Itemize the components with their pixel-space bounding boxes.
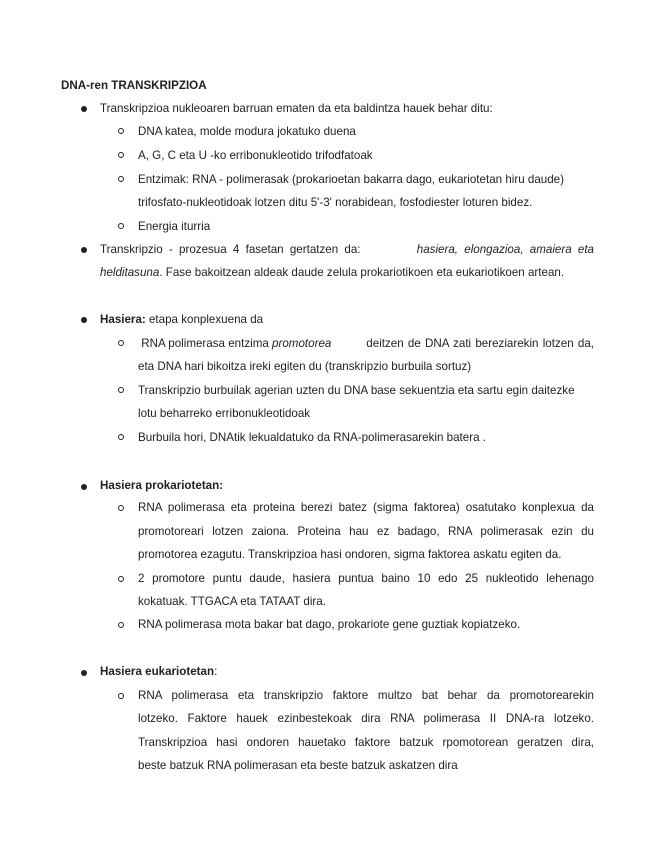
phases-names: hasiera, elongazioa, amaiera eta <box>416 243 594 256</box>
hasiera-item-text-b: deitzen de DNA zati bereziarekin lotzen da, <box>366 337 594 350</box>
bullet-icon <box>81 247 87 253</box>
hasiera-heading-rest: etapa konplexuena da <box>145 313 264 326</box>
intro-item: DNA katea, molde modura jokatuko duena <box>138 125 356 138</box>
hasiera-item-continued: lotu beharreko erribonukleotidoak <box>138 407 311 420</box>
circle-bullet-icon <box>118 223 124 229</box>
hasiera-item-line <box>138 337 594 351</box>
intro-item: Entzimak: RNA - polimerasak (prokarioetan bakarra dago, eukariotetan hiru daude) <box>138 173 564 186</box>
hasiera-item-continued: eta DNA hari bikoitza ireki egiten du (transkripzio burbuila sortuz) <box>138 360 472 373</box>
bullet-icon <box>81 106 87 112</box>
circle-bullet-icon <box>118 576 124 582</box>
hasiera-item: Burbuila hori, DNAtik lekualdatuko da RNA-polimerasarekin batera . <box>138 431 486 444</box>
prokariotetan-heading-text: Hasiera prokariotetan: <box>100 479 224 492</box>
phases-name-last: helditasuna <box>100 266 160 279</box>
phases-line-1 <box>100 243 594 257</box>
circle-bullet-icon <box>118 176 124 182</box>
hasiera-heading-line <box>100 313 263 327</box>
prokariotetan-item-continued: kokatuak. TTGACA eta TATAAT dira. <box>138 595 326 608</box>
eukariotetan-heading-line <box>100 665 217 679</box>
circle-bullet-icon <box>118 505 124 511</box>
hasiera-item: Transkripzio burbuilak agerian uzten du DNA base sekuentzia eta sartu egin daitezke <box>138 384 575 397</box>
phases-line-2 <box>100 266 564 280</box>
prokariotetan-item: RNA polimerasa eta proteina berezi batez (sigma faktorea) osatutako konplexua da <box>138 501 594 514</box>
eukariotetan-heading: Hasiera eukariotetan <box>100 665 215 678</box>
circle-bullet-icon <box>118 128 124 134</box>
eukariotetan-item-continued: lotzeko. Faktore hauek ezinbestekoak dira RNA polimerasa II DNA-ra lotzeko. <box>138 712 594 725</box>
prokariotetan-item-continued: promotorea ezagutu. Transkripzioa hasi ondoren, sigma faktorea askatu egiten da. <box>138 548 562 561</box>
prokariotetan-item-continued: promotoreari lotzen zaiona. Proteina hau ez badago, RNA polimerasak ezin du <box>138 525 594 538</box>
circle-bullet-icon <box>118 387 124 393</box>
prokariotetan-item: RNA polimerasa mota bakar bat dago, prokariote gene guztiak kopiatzeko. <box>138 618 521 631</box>
prokariotetan-item: 2 promotore puntu daude, hasiera puntua baino 10 edo 25 nukleotido lehenago <box>138 572 594 585</box>
hasiera-heading: Hasiera: <box>100 313 146 326</box>
circle-bullet-icon <box>118 340 124 346</box>
eukariotetan-item: RNA polimerasa eta transkripzio faktore multzo bat behar da promotorearekin <box>138 689 594 702</box>
intro-text: Transkripzioa nukleoaren barruan ematen da eta baldintza hauek behar ditu: <box>100 102 493 115</box>
bullet-icon <box>81 484 87 490</box>
bullet-icon <box>81 670 87 676</box>
circle-bullet-icon <box>118 622 124 628</box>
circle-bullet-icon <box>118 434 124 440</box>
eukariotetan-heading-rest: : <box>214 665 218 678</box>
circle-bullet-icon <box>118 152 124 158</box>
intro-item: Energia iturria <box>138 220 211 233</box>
intro-item-continued: trifosfato-nukleotidoak lotzen ditu 5'-3' norabidean, fosfodiester loturen bidez. <box>138 196 533 209</box>
phases-text-rest: . Fase bakoitzean aldeak daude zelula prokariotikoen eta eukariotikoen artean. <box>159 266 565 279</box>
circle-bullet-icon <box>118 693 124 699</box>
hasiera-item-text-a: RNA polimerasa entzima <box>138 337 269 350</box>
phases-text: Transkripzio - prozesua 4 fasetan gertatzen da: <box>100 243 361 256</box>
hasiera-item-text <box>138 337 331 351</box>
eukariotetan-item-continued: beste batzuk RNA polimerasan eta beste batzuk askatzen dira <box>138 759 458 772</box>
intro-item: A, G, C eta U -ko erribonukleotido trifodfatoak <box>138 149 373 162</box>
promotorea-term: promotorea <box>272 337 332 350</box>
prokariotetan-heading <box>100 479 223 493</box>
eukariotetan-item-continued: Transkripzioa hasi ondoren hauetako faktore batzuk rpomotorean geratzen dira, <box>138 736 594 749</box>
document-title: DNA-ren TRANSKRIPZIOA <box>61 79 207 92</box>
bullet-icon <box>81 317 87 323</box>
